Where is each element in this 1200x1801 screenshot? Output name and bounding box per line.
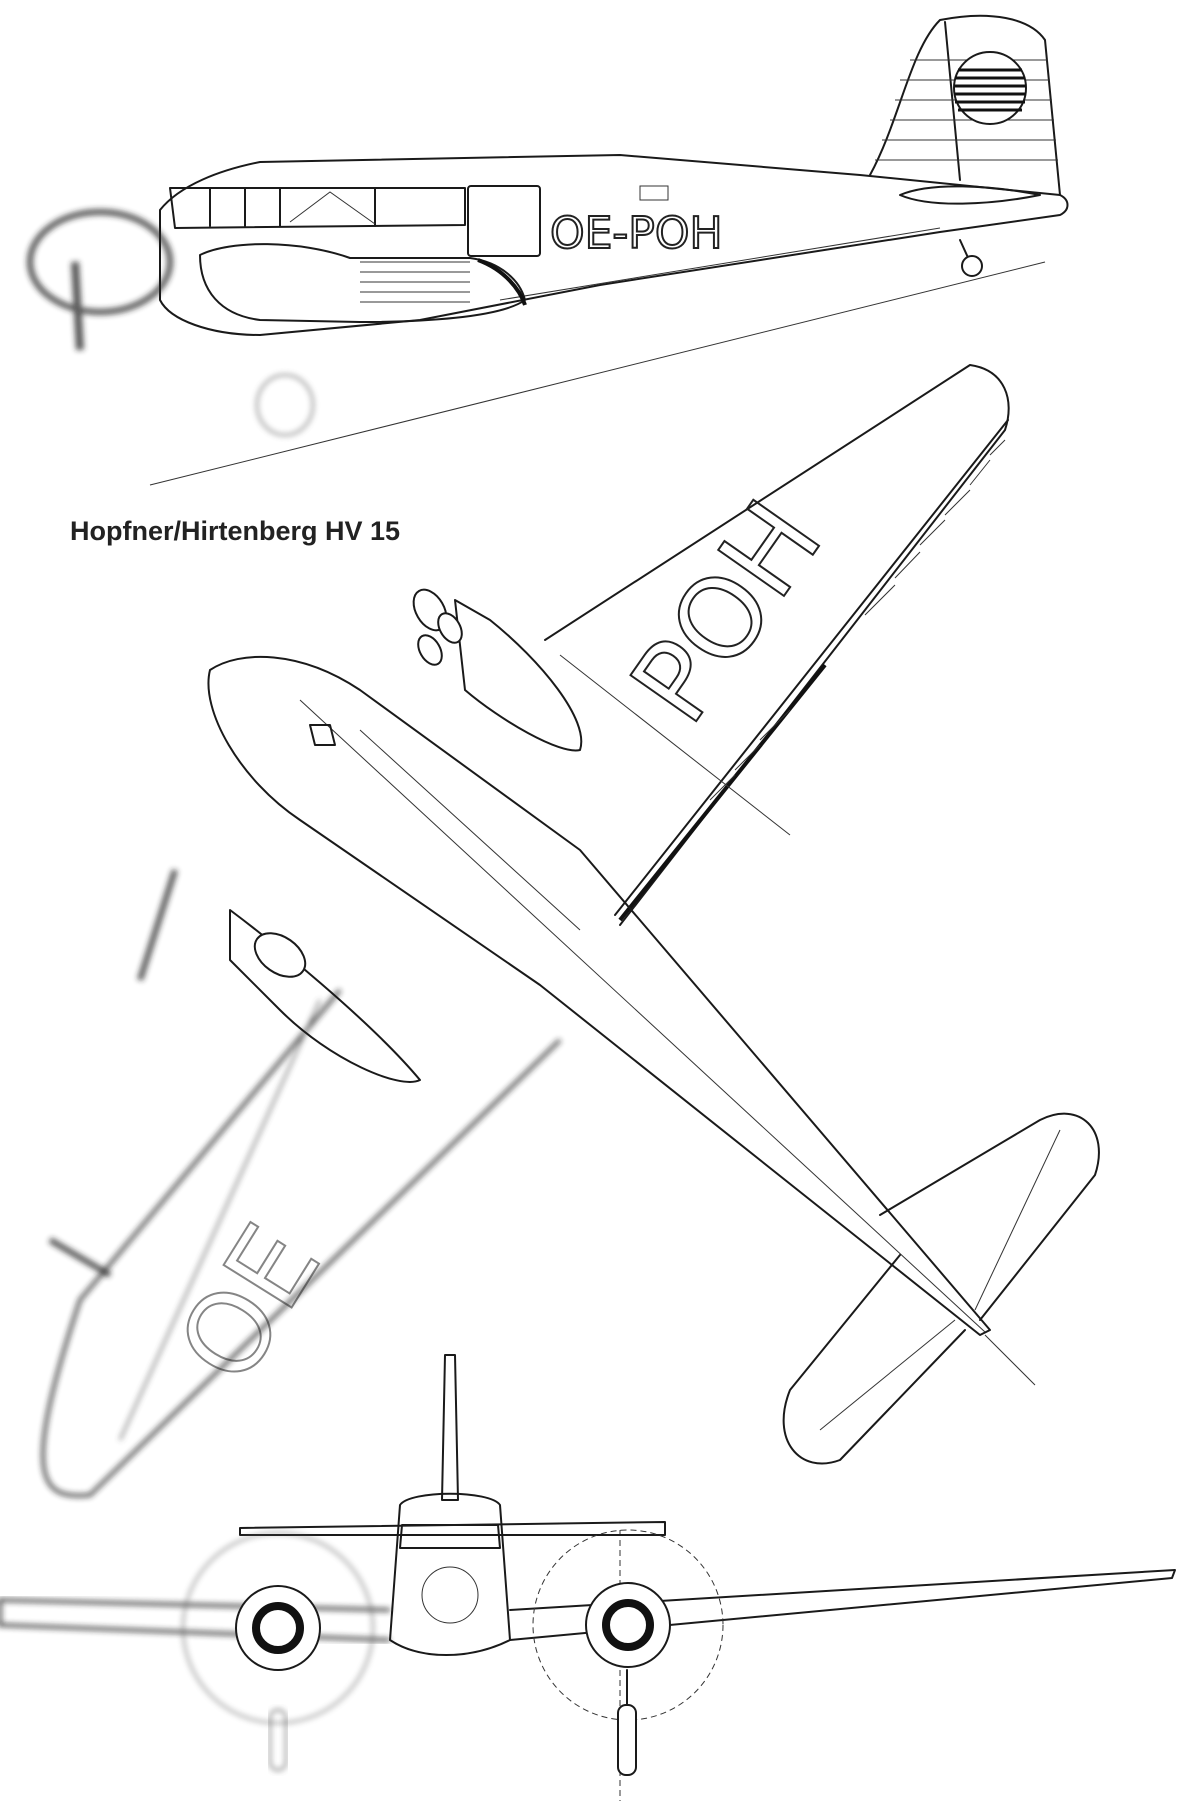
side-tailwheel <box>962 256 982 276</box>
plan-propeller-blur-left <box>50 870 175 1275</box>
front-nose-cap <box>422 1567 478 1623</box>
front-engine-right <box>586 1583 670 1667</box>
plan-cockpit-hatch <box>310 725 335 745</box>
front-wing-left <box>0 1600 390 1640</box>
plan-wing-registration-left <box>153 1204 344 1404</box>
front-view <box>0 1355 1175 1801</box>
side-registration: OE-POH <box>550 208 723 259</box>
front-fuselage <box>390 1494 510 1655</box>
plan-wing-left <box>43 990 560 1496</box>
front-windscreen <box>400 1525 500 1548</box>
plan-tail-extension-line <box>985 1335 1035 1385</box>
side-tailplane <box>900 186 1040 203</box>
ground-line <box>150 262 1045 485</box>
side-cabin-door <box>468 186 540 256</box>
side-view <box>30 16 1068 485</box>
drawing-caption: Hopfner/Hirtenberg HV 15 <box>70 516 401 546</box>
plan-tailplane-lower <box>784 1255 965 1464</box>
plan-wing-registration-text: POH <box>606 478 847 745</box>
front-engine-left <box>236 1586 320 1670</box>
side-nacelle-gills <box>478 260 525 305</box>
plan-engine-cowl-left <box>247 924 314 986</box>
plan-fuselage-centerline <box>300 700 985 1332</box>
plan-wing-registration-text-left: OE <box>153 1203 345 1404</box>
plan-cockpit-frame <box>360 730 580 930</box>
plan-engine-cylinders-right <box>407 584 467 669</box>
plan-elevator-hinge-upper <box>975 1130 1060 1310</box>
plan-engine-nacelle-left <box>230 910 420 1082</box>
front-main-wheel-right <box>618 1705 636 1775</box>
plan-elevator-hinge-lower <box>820 1320 955 1430</box>
plan-fuselage <box>208 657 990 1335</box>
side-fin-roundel <box>954 52 1026 124</box>
front-vertical-fin <box>442 1355 458 1500</box>
side-flag-marking <box>640 186 668 200</box>
side-propeller-blur <box>30 212 313 435</box>
front-main-wheel-left <box>270 1710 286 1770</box>
plan-wing-registration-right <box>606 478 846 744</box>
plan-engine-nacelle-right <box>455 600 581 750</box>
side-window-strip <box>170 188 465 228</box>
front-tailplane <box>240 1522 665 1535</box>
side-nacelle-cooling-lines <box>360 262 470 302</box>
plan-tailplane-upper <box>880 1114 1099 1320</box>
side-window-bracing <box>290 192 375 224</box>
